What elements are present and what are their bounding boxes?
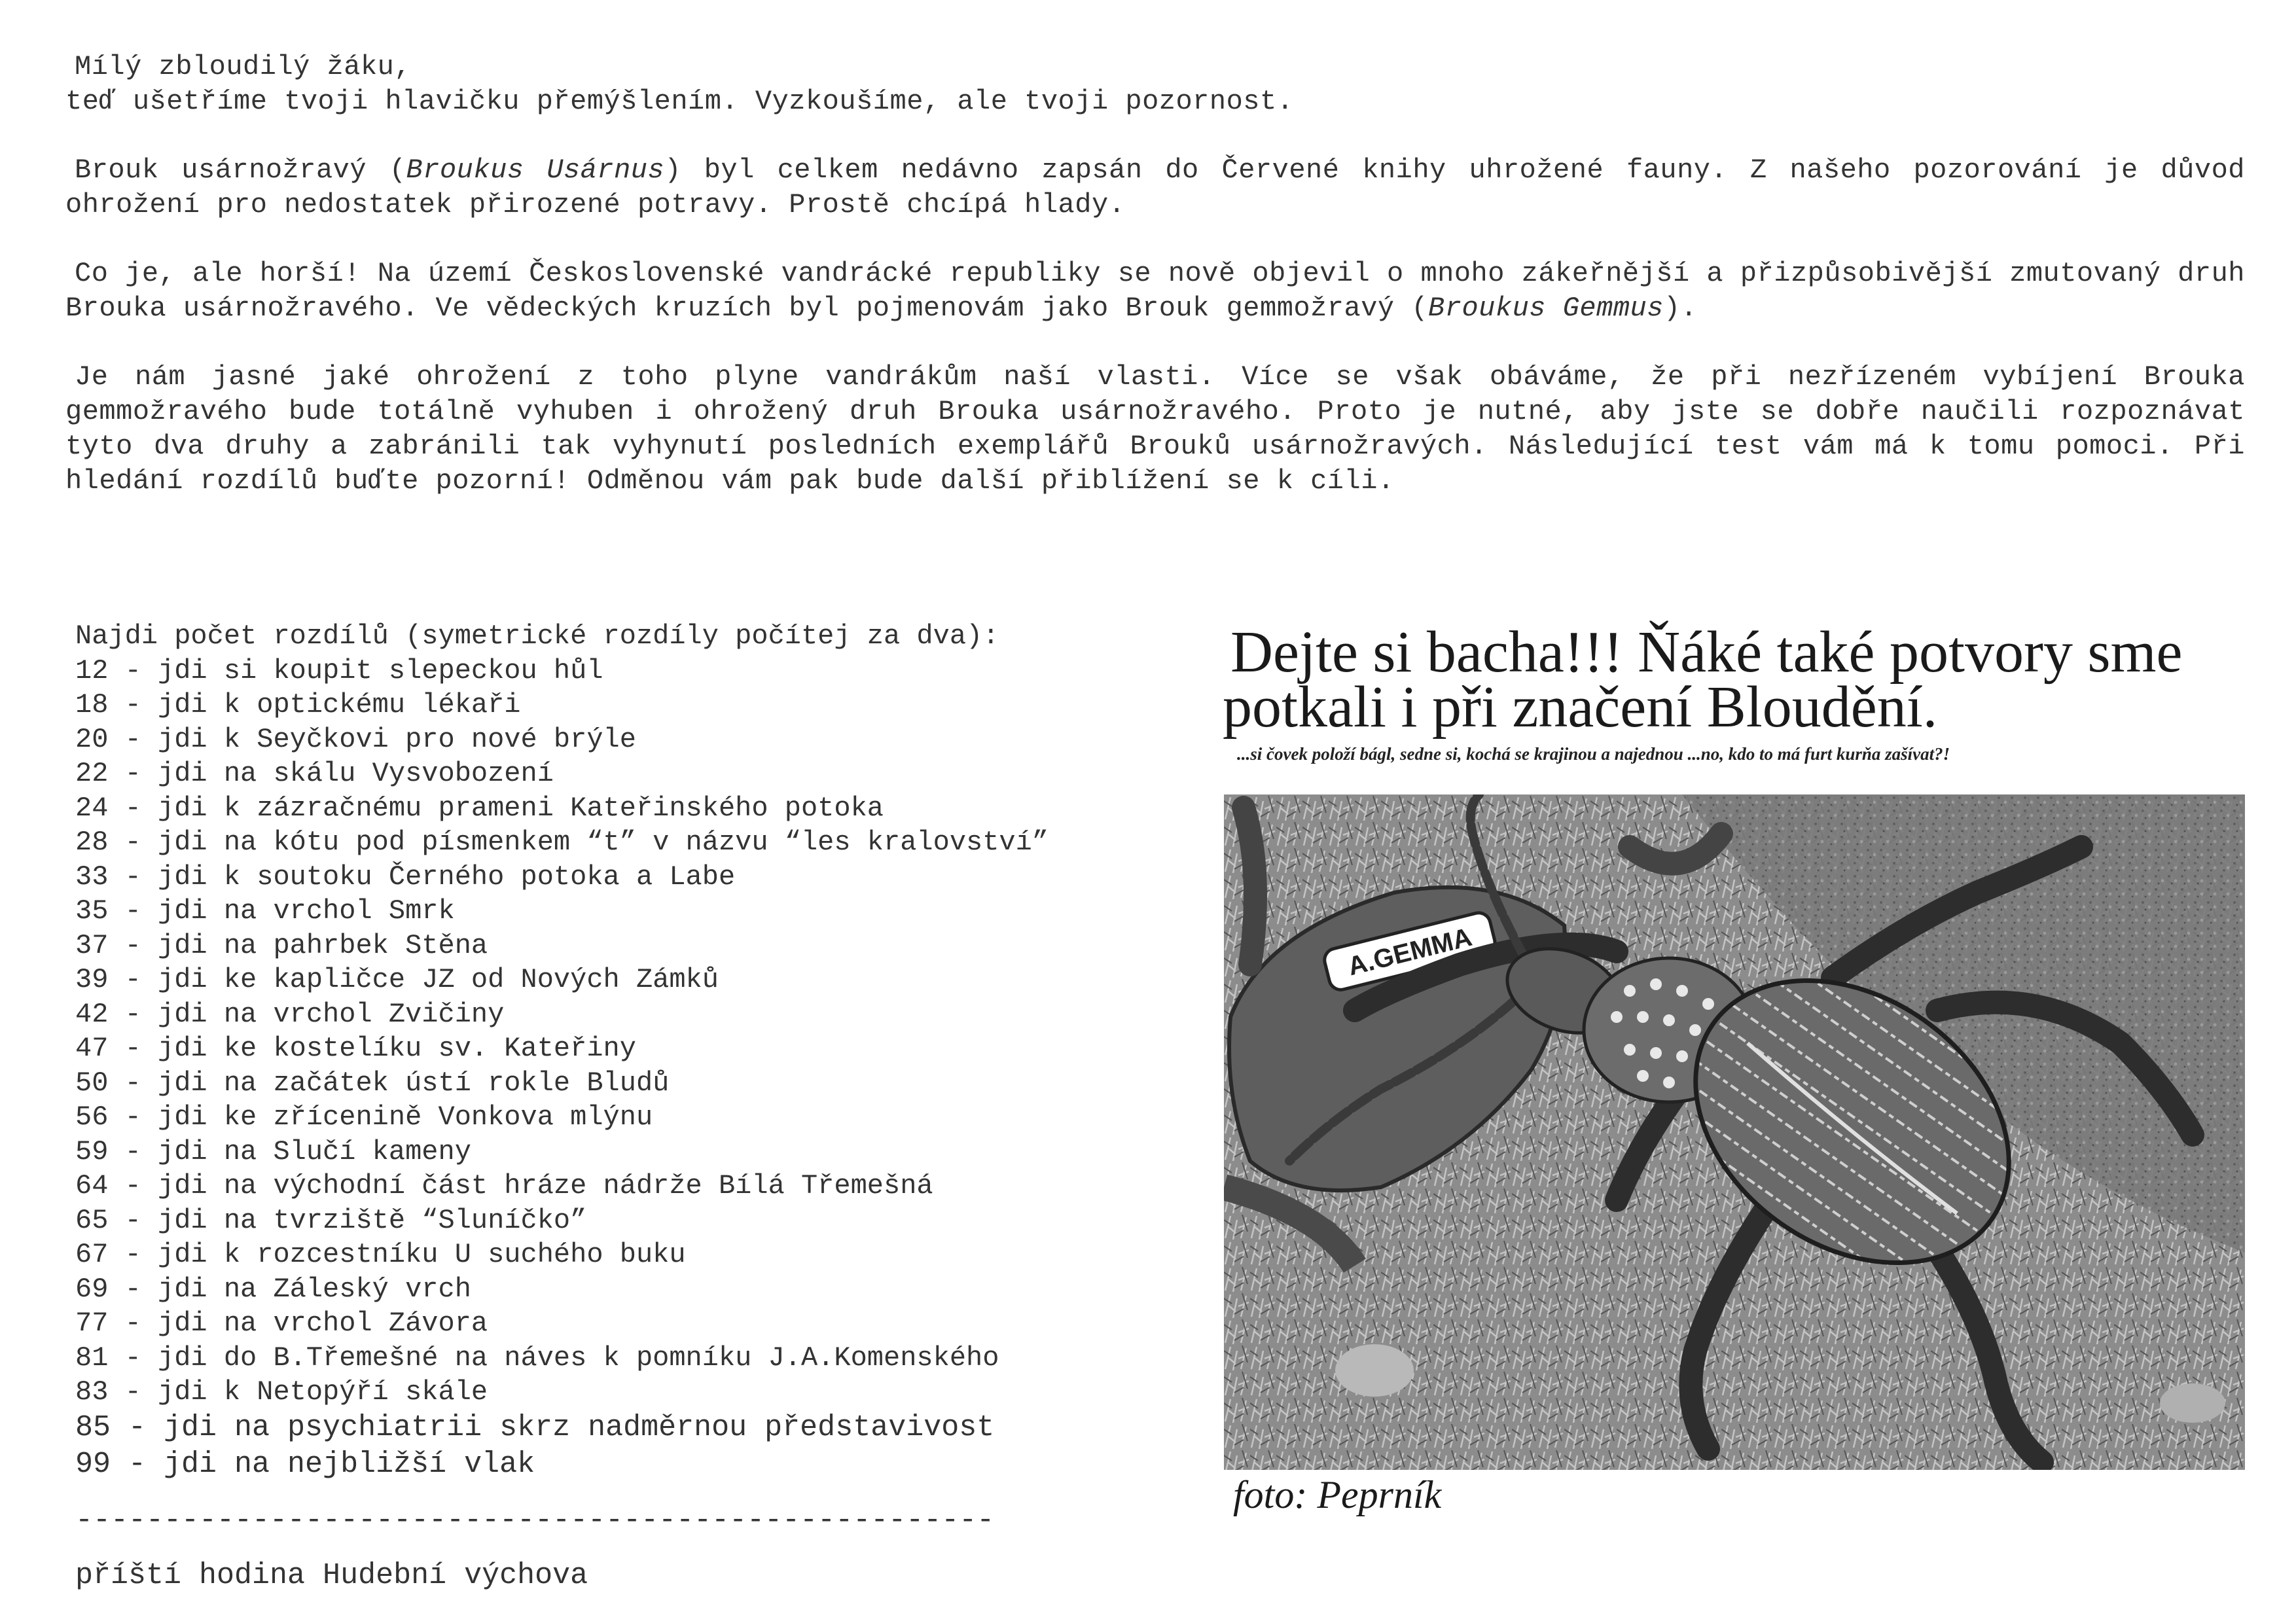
answer-item: 59 - jdi na Slučí kameny bbox=[75, 1135, 471, 1168]
answer-item: 12 - jdi si koupit slepeckou hůl bbox=[75, 654, 603, 687]
photo-credit: foto: Peprník bbox=[1233, 1473, 1442, 1516]
answer-item: 47 - jdi ke kostelíku sv. Kateřiny bbox=[75, 1033, 636, 1064]
p1-before: Brouk usárnožravý ( bbox=[75, 154, 406, 186]
latin-name-gemmus: Broukus Gemmus bbox=[1428, 293, 1664, 324]
paragraph-threat bbox=[65, 360, 2245, 499]
beetle-illustration bbox=[1224, 794, 2245, 1470]
warning-block bbox=[1223, 620, 2245, 764]
answer-item: 28 - jdi na kótu pod písmenkem “t” v názvu “les kralovství” bbox=[75, 827, 1049, 858]
answer-item: 56 - jdi ke zřícenině Vonkova mlýnu bbox=[75, 1101, 653, 1133]
answer-item: 67 - jdi k rozcestníku U suchého buku bbox=[75, 1239, 686, 1270]
answer-item: 22 - jdi na skálu Vysvobození bbox=[75, 758, 554, 789]
leaf bbox=[1335, 1344, 1414, 1397]
task-heading: Najdi počet rozdílů (symetrické rozdíly počítej za dva): bbox=[75, 620, 999, 652]
answer-item: 69 - jdi na Záleský vrch bbox=[75, 1273, 471, 1305]
answer-item: 50 - jdi na začátek ústí rokle Bludů bbox=[75, 1067, 670, 1099]
warning-title-line1: Dejte si bacha!!! Ňáké také potvory sme bbox=[1230, 620, 2183, 685]
leaf bbox=[2160, 1383, 2225, 1423]
next-lesson: příští hodina Hudební výchova bbox=[75, 1558, 588, 1592]
p2-after: ). bbox=[1663, 293, 1698, 324]
paragraph-gemmus bbox=[65, 257, 2245, 326]
warning-title-line2: potkali i při značení Bloudění. bbox=[1223, 675, 1938, 740]
p2-before: Co je, ale horší! Na území Československé vandrácké republiky se nově objevil o mnoho zákeřnější a přizpůsobivější zmutovaný druh Brouka usárnožravého. Ve vědeckých kruzích byl pojmenovám jako Brouk gemmožravý ( bbox=[65, 258, 2245, 324]
greeting: Mílý zbloudilý žáku, bbox=[75, 51, 412, 82]
p1-after: ) byl celkem nedávno zapsán do Červené knihy uhrožené fauny. Z našeho pozorování je důvod ohrožení pro nedostatek přirozené potravy. Prostě chcípá hlady. bbox=[65, 154, 2246, 221]
answer-item: 42 - jdi na vrchol Zvičiny bbox=[75, 998, 505, 1030]
answer-item: 35 - jdi na vrchol Smrk bbox=[75, 895, 455, 927]
answer-item: 99 - jdi na nejbližší vlak bbox=[75, 1447, 535, 1481]
beetle-photo bbox=[1224, 794, 2245, 1470]
answer-item: 39 - jdi ke kapličce JZ od Nových Zámků bbox=[75, 964, 719, 995]
intro-greeting-block bbox=[65, 50, 2245, 119]
task-block bbox=[75, 619, 1188, 1594]
warning-title bbox=[1223, 620, 2245, 740]
answer-item: 64 - jdi na východní část hráze nádrže Bílá Třemešná bbox=[75, 1170, 933, 1202]
answer-list bbox=[75, 654, 1188, 1483]
answer-item: 83 - jdi k Netopýří skále bbox=[75, 1376, 488, 1408]
bag-logo-text: A.GEMMA bbox=[1345, 922, 1475, 982]
answer-item: 37 - jdi na pahrbek Stěna bbox=[75, 929, 488, 961]
answer-item: 85 - jdi na psychiatrii skrz nadměrnou představivost bbox=[75, 1410, 995, 1444]
answer-item: 77 - jdi na vrchol Závora bbox=[75, 1308, 488, 1339]
latin-name-usarnus: Broukus Usárnus bbox=[406, 154, 665, 186]
warning-subtitle: ...si čovek položí bágl, sedne si, kochá se krajinou a najednou ...no, kdo to má furt kurňa zašívat?! bbox=[1237, 744, 1950, 764]
answer-item: 65 - jdi na tvrziště “Sluníčko” bbox=[75, 1204, 587, 1236]
p3-text: Je nám jasné jaké ohrožení z toho plyne vandrákům naší vlasti. Více se však obáváme, že při nezřízeném vybíjení Brouka gemmožravého bude totálně vyhuben i ohrožený druh Brouka usárnožravého. Proto je nutné, aby jste se dobře naučili rozpoznávat tyto dva druhy a zabránili tak vyhynutí posledních exemplářů Brouků usárnožravých. Následující test vám má k tomu pomoci. Při hledání rozdílů buďte pozorní! Odměnou vám pak bude další přiblížení se k cíli. bbox=[65, 361, 2245, 497]
intro-text bbox=[65, 50, 2245, 533]
answer-item: 18 - jdi k optickému lékaři bbox=[75, 689, 521, 721]
intro-line2: teď ušetříme tvoji hlavičku přemýšlením. Vyzkoušíme, ale tvoji pozornost. bbox=[65, 86, 1294, 117]
answer-item: 20 - jdi k Seyčkovi pro nové brýle bbox=[75, 723, 636, 755]
answer-item: 81 - jdi do B.Třemešné na náves k pomníku J.A.Komenského bbox=[75, 1342, 999, 1374]
paragraph-usarnus bbox=[65, 153, 2245, 223]
answer-item: 33 - jdi k soutoku Černého potoka a Labe bbox=[75, 861, 736, 893]
divider-line: ---------------------------------------------------- bbox=[75, 1503, 995, 1537]
answer-item: 24 - jdi k zázračnému prameni Kateřinského potoka bbox=[75, 792, 884, 824]
